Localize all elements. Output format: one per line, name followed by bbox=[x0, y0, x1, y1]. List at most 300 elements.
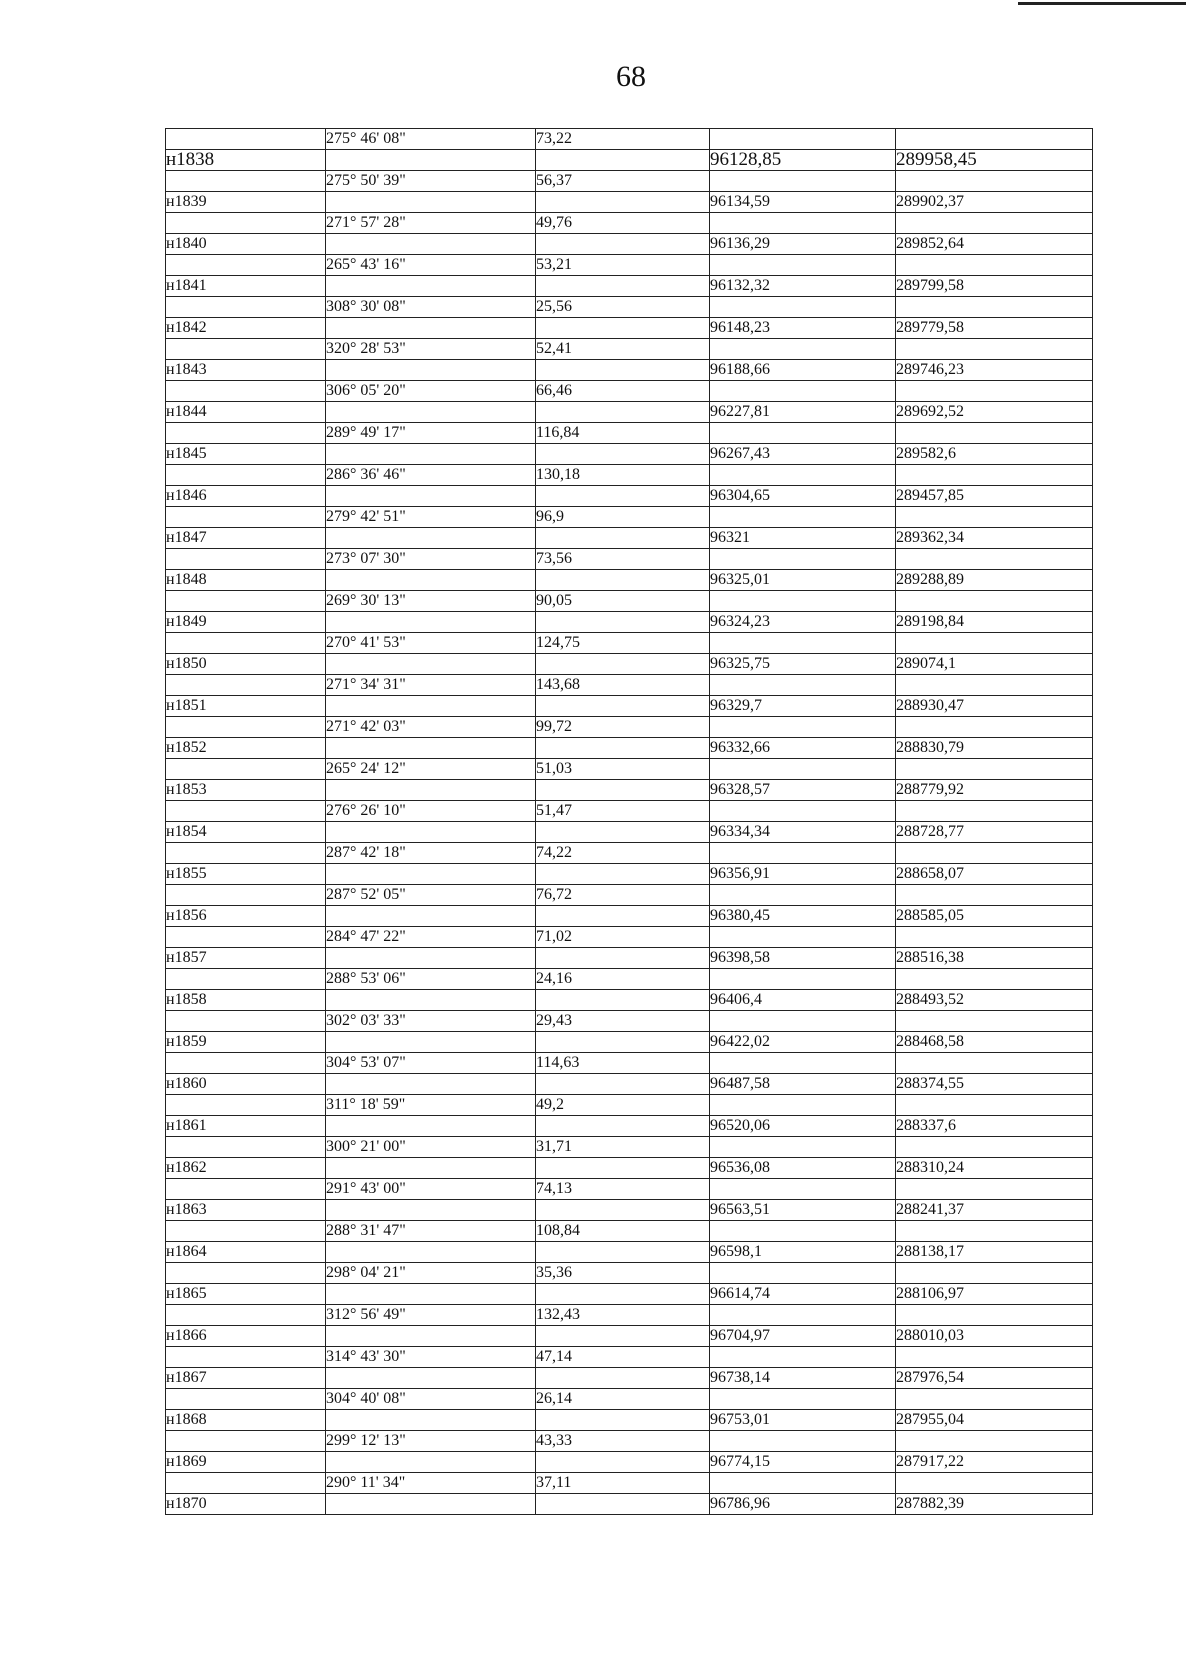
segment-row bbox=[166, 1011, 1093, 1032]
angle-cell bbox=[326, 822, 536, 843]
angle-cell: 279° 42' 51" bbox=[326, 507, 536, 528]
y-coordinate-cell: 288241,37 bbox=[896, 1200, 1093, 1221]
distance-cell bbox=[536, 1116, 710, 1137]
x-coordinate-cell: 96536,08 bbox=[710, 1158, 896, 1179]
point-cell bbox=[166, 759, 326, 780]
point-cell bbox=[166, 633, 326, 654]
point-cell bbox=[166, 927, 326, 948]
angle-cell bbox=[326, 1326, 536, 1347]
y-coordinate-cell: 288516,38 bbox=[896, 948, 1093, 969]
distance-cell bbox=[536, 780, 710, 801]
point-cell bbox=[166, 801, 326, 822]
point-cell bbox=[166, 885, 326, 906]
y-coordinate-cell bbox=[896, 1347, 1093, 1368]
angle-cell bbox=[326, 402, 536, 423]
point-cell: н1864 bbox=[166, 1242, 326, 1263]
point-cell bbox=[166, 1263, 326, 1284]
angle-cell bbox=[326, 570, 536, 591]
y-coordinate-cell: 287976,54 bbox=[896, 1368, 1093, 1389]
coordinates-table-body bbox=[166, 129, 1093, 1515]
y-coordinate-cell bbox=[896, 591, 1093, 612]
angle-cell bbox=[326, 612, 536, 633]
segment-row bbox=[166, 1221, 1093, 1242]
segment-row bbox=[166, 633, 1093, 654]
angle-cell: 275° 46' 08" bbox=[326, 129, 536, 150]
point-row bbox=[166, 906, 1093, 927]
y-coordinate-cell: 288493,52 bbox=[896, 990, 1093, 1011]
distance-cell bbox=[536, 1200, 710, 1221]
x-coordinate-cell: 96704,97 bbox=[710, 1326, 896, 1347]
y-coordinate-cell bbox=[896, 717, 1093, 738]
angle-cell bbox=[326, 318, 536, 339]
x-coordinate-cell: 96128,85 bbox=[710, 150, 896, 171]
segment-row bbox=[166, 885, 1093, 906]
angle-cell bbox=[326, 696, 536, 717]
distance-cell bbox=[536, 486, 710, 507]
distance-cell: 26,14 bbox=[536, 1389, 710, 1410]
x-coordinate-cell: 96356,91 bbox=[710, 864, 896, 885]
point-row bbox=[166, 276, 1093, 297]
x-coordinate-cell: 96324,23 bbox=[710, 612, 896, 633]
y-coordinate-cell bbox=[896, 633, 1093, 654]
x-coordinate-cell bbox=[710, 213, 896, 234]
point-row bbox=[166, 402, 1093, 423]
x-coordinate-cell: 96325,01 bbox=[710, 570, 896, 591]
angle-cell bbox=[326, 654, 536, 675]
point-cell bbox=[166, 843, 326, 864]
y-coordinate-cell bbox=[896, 129, 1093, 150]
distance-cell: 51,47 bbox=[536, 801, 710, 822]
x-coordinate-cell: 96332,66 bbox=[710, 738, 896, 759]
x-coordinate-cell bbox=[710, 675, 896, 696]
segment-row bbox=[166, 969, 1093, 990]
distance-cell bbox=[536, 696, 710, 717]
point-cell: н1851 bbox=[166, 696, 326, 717]
x-coordinate-cell: 96520,06 bbox=[710, 1116, 896, 1137]
x-coordinate-cell: 96380,45 bbox=[710, 906, 896, 927]
segment-row bbox=[166, 675, 1093, 696]
angle-cell bbox=[326, 1452, 536, 1473]
point-cell: н1854 bbox=[166, 822, 326, 843]
segment-row bbox=[166, 1389, 1093, 1410]
point-cell bbox=[166, 213, 326, 234]
distance-cell: 143,68 bbox=[536, 675, 710, 696]
distance-cell bbox=[536, 1368, 710, 1389]
point-cell: н1841 bbox=[166, 276, 326, 297]
x-coordinate-cell bbox=[710, 465, 896, 486]
y-coordinate-cell: 288468,58 bbox=[896, 1032, 1093, 1053]
point-row bbox=[166, 1494, 1093, 1515]
distance-cell bbox=[536, 234, 710, 255]
point-cell bbox=[166, 1137, 326, 1158]
angle-cell: 311° 18' 59" bbox=[326, 1095, 536, 1116]
x-coordinate-cell: 96188,66 bbox=[710, 360, 896, 381]
y-coordinate-cell: 289692,52 bbox=[896, 402, 1093, 423]
point-cell: н1863 bbox=[166, 1200, 326, 1221]
angle-cell: 291° 43' 00" bbox=[326, 1179, 536, 1200]
angle-cell bbox=[326, 780, 536, 801]
y-coordinate-cell bbox=[896, 969, 1093, 990]
distance-cell: 76,72 bbox=[536, 885, 710, 906]
angle-cell: 288° 31' 47" bbox=[326, 1221, 536, 1242]
x-coordinate-cell: 96774,15 bbox=[710, 1452, 896, 1473]
angle-cell: 306° 05' 20" bbox=[326, 381, 536, 402]
distance-cell: 25,56 bbox=[536, 297, 710, 318]
segment-row bbox=[166, 1305, 1093, 1326]
x-coordinate-cell: 96738,14 bbox=[710, 1368, 896, 1389]
distance-cell bbox=[536, 1158, 710, 1179]
angle-cell: 286° 36' 46" bbox=[326, 465, 536, 486]
point-cell bbox=[166, 549, 326, 570]
point-row bbox=[166, 1284, 1093, 1305]
y-coordinate-cell bbox=[896, 381, 1093, 402]
segment-row bbox=[166, 213, 1093, 234]
y-coordinate-cell: 287955,04 bbox=[896, 1410, 1093, 1431]
point-row bbox=[166, 1032, 1093, 1053]
x-coordinate-cell bbox=[710, 1263, 896, 1284]
point-row bbox=[166, 486, 1093, 507]
point-row bbox=[166, 1158, 1093, 1179]
x-coordinate-cell: 96227,81 bbox=[710, 402, 896, 423]
x-coordinate-cell bbox=[710, 129, 896, 150]
distance-cell: 114,63 bbox=[536, 1053, 710, 1074]
angle-cell: 308° 30' 08" bbox=[326, 297, 536, 318]
point-row bbox=[166, 360, 1093, 381]
y-coordinate-cell: 289902,37 bbox=[896, 192, 1093, 213]
point-row bbox=[166, 318, 1093, 339]
x-coordinate-cell bbox=[710, 423, 896, 444]
distance-cell: 29,43 bbox=[536, 1011, 710, 1032]
angle-cell bbox=[326, 1368, 536, 1389]
distance-cell bbox=[536, 1242, 710, 1263]
segment-row bbox=[166, 381, 1093, 402]
y-coordinate-cell bbox=[896, 1053, 1093, 1074]
angle-cell: 269° 30' 13" bbox=[326, 591, 536, 612]
top-edge-rule bbox=[1018, 2, 1186, 5]
x-coordinate-cell bbox=[710, 1431, 896, 1452]
point-row bbox=[166, 1410, 1093, 1431]
y-coordinate-cell bbox=[896, 255, 1093, 276]
point-row bbox=[166, 948, 1093, 969]
angle-cell: 270° 41' 53" bbox=[326, 633, 536, 654]
angle-cell bbox=[326, 906, 536, 927]
angle-cell bbox=[326, 192, 536, 213]
point-cell: н1839 bbox=[166, 192, 326, 213]
angle-cell bbox=[326, 444, 536, 465]
angle-cell: 299° 12' 13" bbox=[326, 1431, 536, 1452]
y-coordinate-cell: 289074,1 bbox=[896, 654, 1093, 675]
point-cell bbox=[166, 465, 326, 486]
y-coordinate-cell: 288010,03 bbox=[896, 1326, 1093, 1347]
y-coordinate-cell: 289799,58 bbox=[896, 276, 1093, 297]
distance-cell bbox=[536, 948, 710, 969]
angle-cell: 320° 28' 53" bbox=[326, 339, 536, 360]
point-cell: н1843 bbox=[166, 360, 326, 381]
segment-row bbox=[166, 1473, 1093, 1494]
x-coordinate-cell bbox=[710, 339, 896, 360]
angle-cell: 287° 42' 18" bbox=[326, 843, 536, 864]
point-row bbox=[166, 234, 1093, 255]
x-coordinate-cell bbox=[710, 255, 896, 276]
point-cell bbox=[166, 675, 326, 696]
distance-cell: 66,46 bbox=[536, 381, 710, 402]
distance-cell bbox=[536, 1032, 710, 1053]
distance-cell: 90,05 bbox=[536, 591, 710, 612]
distance-cell: 73,56 bbox=[536, 549, 710, 570]
y-coordinate-cell bbox=[896, 171, 1093, 192]
y-coordinate-cell bbox=[896, 1011, 1093, 1032]
point-row bbox=[166, 150, 1093, 171]
distance-cell bbox=[536, 276, 710, 297]
distance-cell: 73,22 bbox=[536, 129, 710, 150]
y-coordinate-cell bbox=[896, 549, 1093, 570]
angle-cell: 271° 34' 31" bbox=[326, 675, 536, 696]
angle-cell: 284° 47' 22" bbox=[326, 927, 536, 948]
distance-cell: 74,22 bbox=[536, 843, 710, 864]
distance-cell bbox=[536, 822, 710, 843]
point-cell bbox=[166, 129, 326, 150]
point-row bbox=[166, 1200, 1093, 1221]
segment-row bbox=[166, 1263, 1093, 1284]
x-coordinate-cell bbox=[710, 1137, 896, 1158]
segment-row bbox=[166, 1137, 1093, 1158]
distance-cell: 130,18 bbox=[536, 465, 710, 486]
y-coordinate-cell bbox=[896, 759, 1093, 780]
y-coordinate-cell bbox=[896, 1221, 1093, 1242]
x-coordinate-cell bbox=[710, 1179, 896, 1200]
segment-row bbox=[166, 507, 1093, 528]
point-cell: н1844 bbox=[166, 402, 326, 423]
distance-cell bbox=[536, 444, 710, 465]
angle-cell bbox=[326, 1284, 536, 1305]
point-cell bbox=[166, 1389, 326, 1410]
segment-row bbox=[166, 759, 1093, 780]
point-cell: н1853 bbox=[166, 780, 326, 801]
point-row bbox=[166, 738, 1093, 759]
y-coordinate-cell bbox=[896, 885, 1093, 906]
point-cell: н1852 bbox=[166, 738, 326, 759]
point-cell: н1861 bbox=[166, 1116, 326, 1137]
point-row bbox=[166, 1116, 1093, 1137]
point-row bbox=[166, 990, 1093, 1011]
segment-row bbox=[166, 465, 1093, 486]
distance-cell bbox=[536, 1074, 710, 1095]
angle-cell bbox=[326, 1116, 536, 1137]
point-cell bbox=[166, 381, 326, 402]
segment-row bbox=[166, 1053, 1093, 1074]
segment-row bbox=[166, 591, 1093, 612]
x-coordinate-cell: 96786,96 bbox=[710, 1494, 896, 1515]
distance-cell: 116,84 bbox=[536, 423, 710, 444]
angle-cell bbox=[326, 1242, 536, 1263]
point-cell bbox=[166, 255, 326, 276]
y-coordinate-cell: 287917,22 bbox=[896, 1452, 1093, 1473]
distance-cell: 49,2 bbox=[536, 1095, 710, 1116]
x-coordinate-cell bbox=[710, 633, 896, 654]
point-cell: н1859 bbox=[166, 1032, 326, 1053]
y-coordinate-cell bbox=[896, 1263, 1093, 1284]
y-coordinate-cell bbox=[896, 927, 1093, 948]
distance-cell bbox=[536, 612, 710, 633]
segment-row bbox=[166, 171, 1093, 192]
point-cell: н1869 bbox=[166, 1452, 326, 1473]
point-cell bbox=[166, 297, 326, 318]
distance-cell bbox=[536, 1410, 710, 1431]
segment-row bbox=[166, 423, 1093, 444]
angle-cell bbox=[326, 234, 536, 255]
distance-cell bbox=[536, 318, 710, 339]
x-coordinate-cell: 96134,59 bbox=[710, 192, 896, 213]
distance-cell bbox=[536, 1494, 710, 1515]
x-coordinate-cell bbox=[710, 927, 896, 948]
point-row bbox=[166, 1452, 1093, 1473]
distance-cell: 56,37 bbox=[536, 171, 710, 192]
point-cell bbox=[166, 1179, 326, 1200]
y-coordinate-cell: 288728,77 bbox=[896, 822, 1093, 843]
y-coordinate-cell bbox=[896, 1305, 1093, 1326]
y-coordinate-cell: 288658,07 bbox=[896, 864, 1093, 885]
point-cell: н1856 bbox=[166, 906, 326, 927]
point-cell bbox=[166, 1221, 326, 1242]
point-cell bbox=[166, 507, 326, 528]
point-cell bbox=[166, 1053, 326, 1074]
distance-cell: 53,21 bbox=[536, 255, 710, 276]
distance-cell bbox=[536, 402, 710, 423]
point-row bbox=[166, 696, 1093, 717]
x-coordinate-cell: 96753,01 bbox=[710, 1410, 896, 1431]
angle-cell bbox=[326, 150, 536, 171]
angle-cell: 304° 53' 07" bbox=[326, 1053, 536, 1074]
angle-cell: 287° 52' 05" bbox=[326, 885, 536, 906]
y-coordinate-cell bbox=[896, 843, 1093, 864]
distance-cell: 108,84 bbox=[536, 1221, 710, 1242]
point-row bbox=[166, 822, 1093, 843]
y-coordinate-cell: 288930,47 bbox=[896, 696, 1093, 717]
point-row bbox=[166, 864, 1093, 885]
x-coordinate-cell: 96325,75 bbox=[710, 654, 896, 675]
page-number: 68 bbox=[616, 60, 646, 93]
y-coordinate-cell: 289288,89 bbox=[896, 570, 1093, 591]
angle-cell bbox=[326, 276, 536, 297]
y-coordinate-cell: 288138,17 bbox=[896, 1242, 1093, 1263]
point-cell bbox=[166, 1431, 326, 1452]
x-coordinate-cell: 96136,29 bbox=[710, 234, 896, 255]
distance-cell bbox=[536, 738, 710, 759]
angle-cell bbox=[326, 1494, 536, 1515]
x-coordinate-cell: 96304,65 bbox=[710, 486, 896, 507]
point-cell: н1858 bbox=[166, 990, 326, 1011]
angle-cell: 271° 42' 03" bbox=[326, 717, 536, 738]
x-coordinate-cell: 96398,58 bbox=[710, 948, 896, 969]
x-coordinate-cell bbox=[710, 1011, 896, 1032]
y-coordinate-cell bbox=[896, 465, 1093, 486]
distance-cell: 49,76 bbox=[536, 213, 710, 234]
y-coordinate-cell bbox=[896, 297, 1093, 318]
point-cell: н1870 bbox=[166, 1494, 326, 1515]
coordinates-table bbox=[165, 128, 1093, 1515]
distance-cell bbox=[536, 864, 710, 885]
angle-cell: 265° 43' 16" bbox=[326, 255, 536, 276]
distance-cell: 37,11 bbox=[536, 1473, 710, 1494]
y-coordinate-cell bbox=[896, 1137, 1093, 1158]
point-cell: н1855 bbox=[166, 864, 326, 885]
distance-cell bbox=[536, 1326, 710, 1347]
x-coordinate-cell bbox=[710, 885, 896, 906]
x-coordinate-cell bbox=[710, 969, 896, 990]
x-coordinate-cell bbox=[710, 1473, 896, 1494]
y-coordinate-cell: 288310,24 bbox=[896, 1158, 1093, 1179]
angle-cell bbox=[326, 948, 536, 969]
x-coordinate-cell bbox=[710, 1221, 896, 1242]
point-row bbox=[166, 192, 1093, 213]
point-cell: н1838 bbox=[166, 150, 326, 171]
x-coordinate-cell bbox=[710, 1053, 896, 1074]
y-coordinate-cell: 288106,97 bbox=[896, 1284, 1093, 1305]
y-coordinate-cell: 289362,34 bbox=[896, 528, 1093, 549]
distance-cell: 74,13 bbox=[536, 1179, 710, 1200]
angle-cell bbox=[326, 1032, 536, 1053]
x-coordinate-cell: 96598,1 bbox=[710, 1242, 896, 1263]
segment-row bbox=[166, 1095, 1093, 1116]
distance-cell: 31,71 bbox=[536, 1137, 710, 1158]
segment-row bbox=[166, 927, 1093, 948]
distance-cell: 96,9 bbox=[536, 507, 710, 528]
angle-cell: 265° 24' 12" bbox=[326, 759, 536, 780]
point-cell bbox=[166, 171, 326, 192]
point-cell: н1862 bbox=[166, 1158, 326, 1179]
point-cell: н1866 bbox=[166, 1326, 326, 1347]
y-coordinate-cell bbox=[896, 1389, 1093, 1410]
angle-cell: 276° 26' 10" bbox=[326, 801, 536, 822]
x-coordinate-cell bbox=[710, 759, 896, 780]
point-row bbox=[166, 1242, 1093, 1263]
angle-cell: 300° 21' 00" bbox=[326, 1137, 536, 1158]
distance-cell bbox=[536, 360, 710, 381]
angle-cell bbox=[326, 1158, 536, 1179]
point-row bbox=[166, 570, 1093, 591]
x-coordinate-cell bbox=[710, 507, 896, 528]
segment-row bbox=[166, 297, 1093, 318]
segment-row bbox=[166, 339, 1093, 360]
x-coordinate-cell bbox=[710, 297, 896, 318]
segment-row bbox=[166, 129, 1093, 150]
segment-row bbox=[166, 843, 1093, 864]
angle-cell: 273° 07' 30" bbox=[326, 549, 536, 570]
y-coordinate-cell: 288830,79 bbox=[896, 738, 1093, 759]
point-cell: н1848 bbox=[166, 570, 326, 591]
x-coordinate-cell: 96148,23 bbox=[710, 318, 896, 339]
point-row bbox=[166, 612, 1093, 633]
distance-cell bbox=[536, 1284, 710, 1305]
distance-cell: 124,75 bbox=[536, 633, 710, 654]
y-coordinate-cell bbox=[896, 339, 1093, 360]
y-coordinate-cell: 288374,55 bbox=[896, 1074, 1093, 1095]
y-coordinate-cell: 288585,05 bbox=[896, 906, 1093, 927]
distance-cell: 52,41 bbox=[536, 339, 710, 360]
x-coordinate-cell bbox=[710, 801, 896, 822]
y-coordinate-cell: 289198,84 bbox=[896, 612, 1093, 633]
y-coordinate-cell: 289958,45 bbox=[896, 150, 1093, 171]
point-cell: н1840 bbox=[166, 234, 326, 255]
y-coordinate-cell bbox=[896, 1473, 1093, 1494]
point-row bbox=[166, 654, 1093, 675]
x-coordinate-cell bbox=[710, 1095, 896, 1116]
point-cell: н1846 bbox=[166, 486, 326, 507]
point-row bbox=[166, 1074, 1093, 1095]
x-coordinate-cell bbox=[710, 549, 896, 570]
angle-cell: 304° 40' 08" bbox=[326, 1389, 536, 1410]
x-coordinate-cell bbox=[710, 717, 896, 738]
